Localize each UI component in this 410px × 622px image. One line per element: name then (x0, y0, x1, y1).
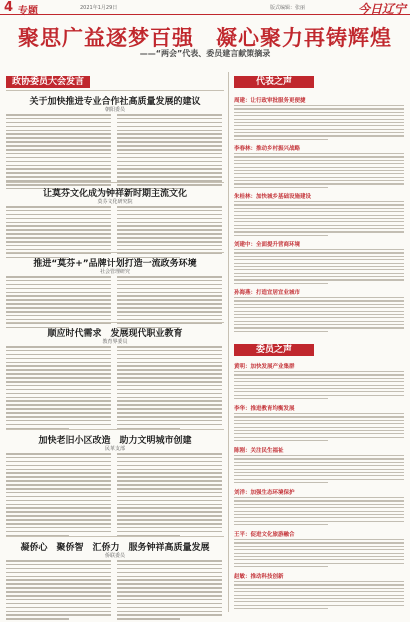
article-author: 社会管理研究 (99, 269, 130, 275)
section-tag: 专题 (18, 6, 38, 17)
speaker-body (234, 455, 404, 485)
article-divider (6, 182, 224, 183)
speaker-body (234, 153, 404, 190)
left-column-header: 政协委员大会发言 (6, 76, 90, 88)
column-divider (228, 72, 229, 612)
speaker-title: 刘建中：全面提升营商环境 (234, 242, 301, 248)
editor-credit: 版式编辑：张丽 (270, 5, 306, 11)
article-body (6, 346, 111, 432)
article-divider (6, 536, 224, 537)
masthead-bar (0, 0, 410, 15)
speaker-body (234, 249, 404, 286)
speaker-title: 黄明：加快发展产业集群 (234, 364, 295, 370)
speaker-title: 陈刚：关注民生福祉 (234, 448, 284, 454)
speaker-body (234, 371, 404, 401)
article-body (6, 114, 111, 192)
speaker-body (234, 297, 404, 334)
article-body (117, 346, 222, 432)
right-column-header-bottom: 委员之声 (234, 344, 314, 356)
article-title: 凝侨心 聚侨智 汇侨力 服务钟祥高质量发展 (20, 543, 210, 553)
article-author: 莫芬文化研究院 (97, 199, 133, 205)
article-author: 侨联委员 (104, 553, 125, 559)
article-title: 加快老旧小区改造 助力文明城市创建 (38, 436, 192, 446)
newspaper-logo: 今日辽宁 (357, 2, 406, 16)
page-number: 4 (4, 0, 14, 15)
speaker-body (234, 497, 404, 527)
speaker-title: 李华：推进教育均衡发展 (234, 406, 295, 412)
speaker-body (234, 581, 404, 611)
speaker-title: 刘洋：加强生态环境保护 (234, 490, 295, 496)
article-author: 朝阳委员 (104, 107, 125, 113)
article-divider (6, 252, 224, 253)
speaker-title: 孙海燕：打造宜居宜业城市 (234, 290, 301, 296)
speaker-title: 朱桂林：加快城乡基础设施建设 (234, 194, 312, 200)
speaker-body (234, 105, 404, 142)
speaker-body (234, 201, 404, 238)
speaker-body (234, 413, 404, 443)
speaker-title: 李春林：推动乡村振兴战略 (234, 146, 301, 152)
article-author: 教育界委员 (102, 339, 128, 345)
article-title: 推进“莫芬+”品牌计划打造一流政务环境 (33, 259, 197, 269)
article-title: 让莫芬文化成为钟祥新时期主流文化 (42, 189, 187, 199)
speaker-title: 周建：让行政审批服务更便捷 (234, 98, 306, 104)
article-body (117, 560, 222, 622)
article-title: 关于加快推进专业合作社高质量发展的建议 (29, 97, 201, 107)
article-divider (6, 90, 224, 91)
article-body (6, 453, 111, 539)
issue-date: 2021年1月29日 (80, 5, 118, 11)
speaker-title: 赵敏：推动科技创新 (234, 574, 284, 580)
article-body (117, 114, 222, 192)
article-title: 顺应时代需求 发展现代职业教育 (47, 329, 183, 339)
speaker-body (234, 539, 404, 569)
right-column-header-top: 代表之声 (234, 76, 314, 88)
article-body (117, 453, 222, 539)
page-subheadline: ——“两会”代表、委员建言献策摘录 (139, 49, 271, 58)
speaker-title: 王平：促进文化旅游融合 (234, 532, 295, 538)
article-author: 民革支部 (104, 446, 125, 452)
page-headline: 聚思广益逐梦百强 凝心聚力再铸辉煌 (18, 26, 392, 50)
article-divider (6, 322, 224, 323)
article-body (6, 560, 111, 622)
article-divider (6, 429, 224, 430)
